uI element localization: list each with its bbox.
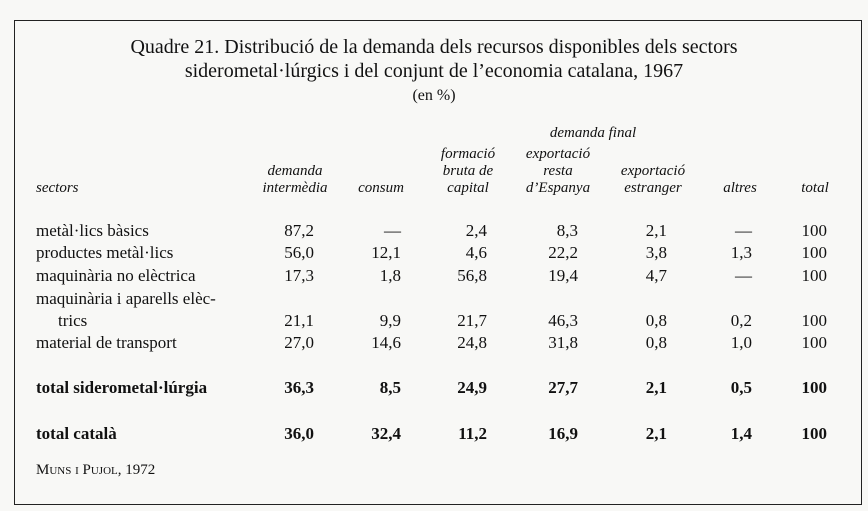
table-row-label: maquinària i aparells elèc- (36, 289, 216, 308)
total-row-cell: 8,5 (379, 378, 401, 397)
table-row-cell: 100 (801, 243, 827, 262)
total-row-cell: 16,9 (548, 424, 578, 443)
table-row-cell: 21,1 (284, 311, 314, 330)
table-row-cell: — (384, 221, 401, 240)
table-row-cell: 0,8 (645, 333, 667, 352)
table-row-cell: 27,0 (284, 333, 314, 352)
table-row-cell: 2,1 (645, 221, 667, 240)
total-row-cell: 0,5 (730, 378, 752, 397)
total-row-cell: 24,9 (457, 378, 487, 397)
table-row-cell: 100 (801, 333, 827, 352)
table-row-cell: 21,7 (457, 311, 487, 330)
header-consum: consum (358, 180, 404, 196)
table-row-cell: 12,1 (371, 243, 401, 262)
table-row-cell: 2,4 (465, 221, 487, 240)
table-unit: (en %) (412, 87, 456, 104)
table-row-cell: — (735, 221, 752, 240)
table-row-cell: 19,4 (548, 266, 578, 285)
total-row-label: total català (36, 424, 117, 443)
table-row-label: productes metàl·lics (36, 243, 174, 262)
total-row-cell: 2,1 (645, 378, 667, 397)
table-row-label-cont: trics (58, 311, 88, 330)
header-formacio: formació bruta de capital (440, 146, 496, 196)
header-sectors: sectors (36, 180, 79, 196)
total-row-cell: 36,0 (284, 424, 314, 443)
table-row-cell: 17,3 (284, 266, 314, 285)
table-row-cell: 100 (801, 221, 827, 240)
table-row-label: material de transport (36, 333, 177, 352)
table-row-cell: 56,0 (284, 243, 314, 262)
total-row-cell: 27,7 (548, 378, 578, 397)
table-row-cell: — (735, 266, 752, 285)
table-row-cell: 100 (801, 311, 827, 330)
table-row-cell: 14,6 (371, 333, 401, 352)
table-row-cell: 3,8 (645, 243, 667, 262)
table-row-cell: 22,2 (548, 243, 578, 262)
total-row-cell: 100 (801, 424, 827, 443)
total-row-cell: 1,4 (730, 424, 752, 443)
table-row-cell: 9,9 (379, 311, 401, 330)
table-row-cell: 1,0 (730, 333, 752, 352)
table-row-cell: 0,2 (730, 311, 752, 330)
table-row-cell: 0,8 (645, 311, 667, 330)
table-row-cell: 87,2 (284, 221, 314, 240)
total-row-cell: 2,1 (645, 424, 667, 443)
source-citation: Muns i Pujol, 1972 (36, 462, 156, 478)
header-total: total (801, 180, 829, 196)
table-row-cell: 100 (801, 266, 827, 285)
total-row-cell: 11,2 (458, 424, 487, 443)
table-row-cell: 1,3 (730, 243, 752, 262)
table-row-label: maquinària no elèctrica (36, 266, 196, 285)
total-row-cell: 36,3 (284, 378, 314, 397)
table-row-cell: 31,8 (548, 333, 578, 352)
total-row-cell: 100 (801, 378, 827, 397)
table-title-line1: Quadre 21. Distribució de la demanda dels recursos disponibles dels sectors (130, 36, 738, 58)
table-row-cell: 4,7 (645, 266, 667, 285)
table-title-line2: siderometal·lúrgics i del conjunt de l’economia catalana, 1967 (184, 60, 684, 82)
header-demanda-intermedia: demanda intermèdia (262, 163, 328, 196)
table-row-label: metàl·lics bàsics (36, 221, 149, 240)
table-row-cell: 56,8 (457, 266, 487, 285)
header-exportacio-resta: exportació resta d’Espanya (525, 146, 591, 196)
header-exportacio-estranger: exportació estranger (620, 163, 686, 196)
table-row-cell: 1,8 (379, 266, 401, 285)
table-row-cell: 46,3 (548, 311, 578, 330)
header-demanda-final: demanda final (549, 125, 637, 141)
total-row-label: total siderometal·lúrgia (36, 378, 208, 397)
total-row-cell: 32,4 (371, 424, 401, 443)
table-row-cell: 8,3 (556, 221, 578, 240)
header-altres: altres (723, 180, 757, 196)
table-row-cell: 4,6 (465, 243, 487, 262)
table-row-cell: 24,8 (457, 333, 487, 352)
